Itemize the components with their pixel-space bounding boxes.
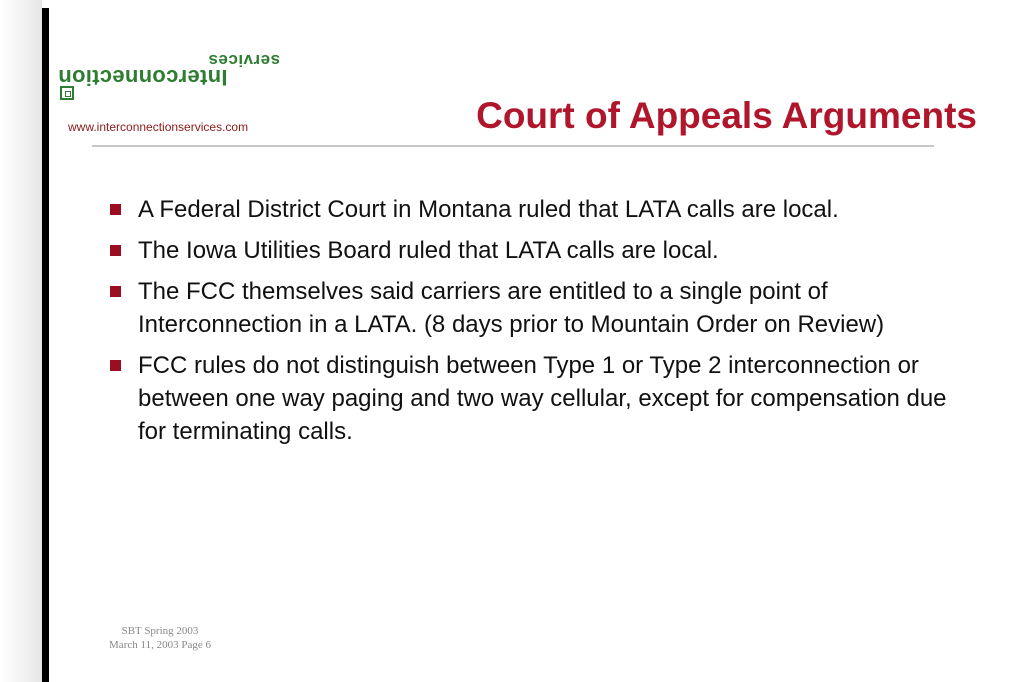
- square-bullet-icon: [110, 360, 121, 371]
- bullet-list: [110, 193, 960, 456]
- bullet-item: [110, 193, 960, 226]
- square-bullet-icon: [110, 204, 121, 215]
- bullet-text: The FCC themselves said carriers are entitled to a single point of Interconnection in a LATA. (8 days prior to Mountain Order on Review): [138, 278, 885, 338]
- bullet-item: [110, 234, 960, 267]
- footer-date-page: March 11, 2003 Page 6: [109, 639, 211, 651]
- bullet-item: [110, 275, 960, 341]
- logo-interconnection-text: Interconnection: [58, 65, 228, 90]
- title-divider: [92, 145, 934, 147]
- footer-event: SBT Spring 2003: [121, 625, 199, 637]
- slide-footer: [90, 624, 230, 652]
- slide-title: Court of Appeals Arguments: [476, 95, 977, 136]
- bullet-text: FCC rules do not distinguish between Type 1 or Type 2 interconnection or between one way paging and two way cellular, except for compensation due for terminating calls.: [138, 352, 947, 445]
- bullet-text: The Iowa Utilities Board ruled that LATA calls are local.: [138, 237, 719, 264]
- website-url: www.interconnectionservices.com: [68, 120, 249, 134]
- left-gradient-strip: [0, 0, 42, 682]
- logo-square-icon: [60, 86, 74, 100]
- logo-services-text: services: [208, 51, 281, 70]
- company-logo: [58, 50, 288, 106]
- left-black-bar: [42, 8, 49, 682]
- square-bullet-icon: [110, 245, 121, 256]
- bullet-text: A Federal District Court in Montana ruled that LATA calls are local.: [138, 196, 839, 223]
- square-bullet-icon: [110, 286, 121, 297]
- bullet-item: [110, 349, 960, 448]
